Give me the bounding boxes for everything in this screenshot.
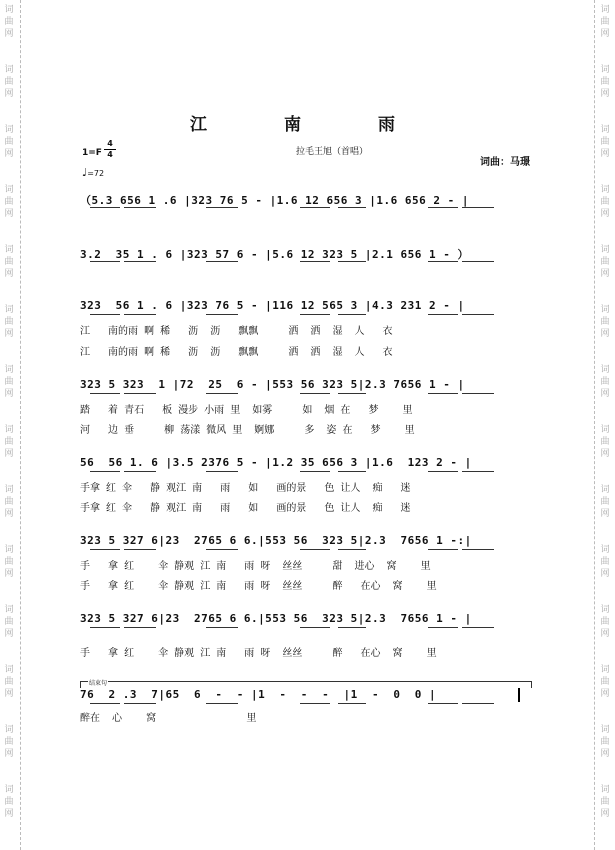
beam-line xyxy=(338,393,366,394)
watermark-char: 网 xyxy=(600,809,610,819)
beam-line xyxy=(462,703,494,704)
beam-line xyxy=(90,314,120,315)
ending-bracket xyxy=(80,681,532,688)
watermark-group xyxy=(2,184,16,220)
watermark-char: 词 xyxy=(600,425,610,435)
watermark-char: 曲 xyxy=(600,137,610,147)
watermark-char: 网 xyxy=(4,29,14,39)
watermark-char: 网 xyxy=(600,569,610,579)
score-line-4: 323 5 323 1 |72 25 6 - |553 56 323 5|2.3 7656 1 - | xyxy=(80,378,465,391)
watermark-char: 词 xyxy=(4,365,14,375)
watermark-char: 词 xyxy=(600,725,610,735)
watermark-char: 词 xyxy=(4,5,14,15)
beam-line xyxy=(90,549,120,550)
meter-numerator: 4 xyxy=(107,139,113,148)
watermark-char: 网 xyxy=(4,89,14,99)
lyric-line-6b: 手 拿 红 伞 静观 江 南 雨 呀 丝丝 醉 在心 窝 里 xyxy=(80,581,437,592)
beam-line xyxy=(206,549,238,550)
watermark-char: 词 xyxy=(4,545,14,555)
watermark-char: 曲 xyxy=(4,77,14,87)
watermark-char: 词 xyxy=(600,785,610,795)
beam-line xyxy=(338,314,366,315)
watermark-char: 网 xyxy=(600,749,610,759)
beam-line xyxy=(300,703,330,704)
watermark-group xyxy=(598,424,612,460)
watermark-char: 词 xyxy=(4,245,14,255)
beam-line xyxy=(462,549,494,550)
watermark-char: 曲 xyxy=(600,437,610,447)
score-line-2: 3.2 35 1 . 6 |323 57 6 - |5.6 12 323 5 |2.1 656 1 - ） xyxy=(80,248,469,261)
beam-line xyxy=(428,314,458,315)
watermark-char: 网 xyxy=(4,449,14,459)
watermark-char: 网 xyxy=(600,329,610,339)
beam-line xyxy=(300,261,330,262)
score-line-1: （5.3 656 1 .6 |323 76 5 - |1.6 12 656 3 |1.6 656 2 - | xyxy=(80,194,469,207)
beam-line xyxy=(300,207,330,208)
beam-line xyxy=(428,703,458,704)
beam-line xyxy=(124,207,156,208)
beam-line xyxy=(90,261,120,262)
beam-line xyxy=(428,207,458,208)
watermark-group xyxy=(2,604,16,640)
watermark-char: 词 xyxy=(600,605,610,615)
watermark-group xyxy=(2,784,16,820)
lyric-line-6a: 手 拿 红 伞 静观 江 南 雨 呀 丝丝 甜 进心 窝 里 xyxy=(80,561,431,572)
beam-line xyxy=(124,261,156,262)
watermark-char: 词 xyxy=(600,65,610,75)
watermark-char: 网 xyxy=(600,29,610,39)
lyric-line-7a: 手 拿 红 伞 静观 江 南 雨 呀 丝丝 醉 在心 窝 里 xyxy=(80,648,437,659)
watermark-char: 网 xyxy=(600,149,610,159)
watermark-char: 词 xyxy=(600,365,610,375)
watermark-char: 曲 xyxy=(4,257,14,267)
watermark-group xyxy=(2,724,16,760)
watermark-char: 词 xyxy=(4,125,14,135)
watermark-char: 网 xyxy=(4,209,14,219)
beam-line xyxy=(428,393,458,394)
beam-line xyxy=(300,393,330,394)
watermark-char: 词 xyxy=(4,185,14,195)
beam-line xyxy=(462,207,494,208)
watermark-group xyxy=(598,364,612,400)
watermark-group xyxy=(598,304,612,340)
watermark-char: 词 xyxy=(4,65,14,75)
watermark-group xyxy=(2,4,16,40)
beam-line xyxy=(428,471,458,472)
beam-line xyxy=(124,549,156,550)
beam-line xyxy=(206,207,238,208)
watermark-char: 曲 xyxy=(600,377,610,387)
watermark-group xyxy=(2,484,16,520)
beam-line xyxy=(300,471,330,472)
score-line-6: 323 5 327 6|23 2765 6 6.|553 56 323 5|2.3 7656 1 -:| xyxy=(80,534,472,547)
watermark-char: 曲 xyxy=(600,497,610,507)
beam-line xyxy=(300,627,330,628)
watermark-char: 网 xyxy=(4,149,14,159)
watermark-char: 词 xyxy=(600,305,610,315)
watermark-char: 词 xyxy=(600,665,610,675)
watermark-group xyxy=(598,64,612,100)
watermark-group xyxy=(598,664,612,700)
watermark-group xyxy=(2,544,16,580)
watermark-group xyxy=(2,364,16,400)
beam-line xyxy=(206,703,238,704)
beam-line xyxy=(462,627,494,628)
watermark-char: 曲 xyxy=(600,257,610,267)
watermark-group xyxy=(598,544,612,580)
watermark-char: 词 xyxy=(4,485,14,495)
final-barline xyxy=(518,688,520,702)
watermark-char: 词 xyxy=(4,305,14,315)
watermark-char: 曲 xyxy=(4,437,14,447)
watermark-char: 网 xyxy=(600,689,610,699)
beam-line xyxy=(206,314,238,315)
beam-line xyxy=(462,261,494,262)
beam-line xyxy=(124,471,156,472)
watermark-group xyxy=(2,424,16,460)
watermark-char: 网 xyxy=(4,329,14,339)
watermark-char: 曲 xyxy=(4,377,14,387)
beam-line xyxy=(206,471,238,472)
beam-line xyxy=(90,393,120,394)
score-line-3: 323 56 1 . 6 |323 76 5 - |116 12 565 3 |4.3 231 2 - | xyxy=(80,299,465,312)
beam-line xyxy=(338,207,366,208)
watermark-group xyxy=(2,664,16,700)
watermark-char: 网 xyxy=(4,269,14,279)
watermark-char: 曲 xyxy=(4,137,14,147)
watermark-char: 词 xyxy=(4,425,14,435)
watermark-char: 曲 xyxy=(4,557,14,567)
beam-line xyxy=(124,393,156,394)
beam-line xyxy=(124,627,156,628)
lyric-line-3b: 江 南的雨 啊 稀 沥 沥 飘飘 洒 洒 湿 人 衣 xyxy=(80,347,393,358)
watermark-char: 词 xyxy=(600,5,610,15)
watermark-char: 词 xyxy=(600,545,610,555)
beam-line xyxy=(90,627,120,628)
watermark-char: 曲 xyxy=(4,797,14,807)
watermark-group xyxy=(598,244,612,280)
tempo-value: =72 xyxy=(87,169,105,178)
lyric-line-3a: 江 南的雨 啊 稀 沥 沥 飘飘 洒 洒 湿 人 衣 xyxy=(80,326,393,337)
beam-line xyxy=(462,314,494,315)
beam-line xyxy=(124,703,156,704)
watermark-group xyxy=(598,4,612,40)
watermark-char: 网 xyxy=(4,509,14,519)
score-line-7: 323 5 327 6|23 2765 6 6.|553 56 323 5|2.3 7656 1 - | xyxy=(80,612,472,625)
beam-line xyxy=(462,393,494,394)
watermark-group xyxy=(2,64,16,100)
lyric-line-5b: 手拿 红 伞 静 观江 南 雨 如 画的景 色 让人 痴 迷 xyxy=(80,503,411,514)
watermark-char: 曲 xyxy=(600,197,610,207)
watermark-char: 曲 xyxy=(4,677,14,687)
score-line-5: 56 56 1. 6 |3.5 2376 5 - |1.2 35 656 3 |1.6 123 2 - | xyxy=(80,456,472,469)
watermark-char: 网 xyxy=(4,689,14,699)
watermark-char: 曲 xyxy=(600,317,610,327)
beam-line xyxy=(90,703,120,704)
lyric-line-4b: 河 边 垂 柳 荡漾 微风 里 婀娜 多 姿 在 梦 里 xyxy=(80,425,415,436)
watermark-char: 曲 xyxy=(600,617,610,627)
watermark-char: 词 xyxy=(600,245,610,255)
beam-line xyxy=(90,471,120,472)
beam-line xyxy=(428,549,458,550)
beam-line xyxy=(338,471,366,472)
watermark-char: 曲 xyxy=(600,737,610,747)
watermark-char: 曲 xyxy=(600,17,610,27)
lyric-line-5a: 手拿 红 伞 静 观江 南 雨 如 画的景 色 让人 痴 迷 xyxy=(80,483,411,494)
meter-denominator: 4 xyxy=(107,150,113,159)
beam-line xyxy=(428,627,458,628)
beam-line xyxy=(300,549,330,550)
beam-line xyxy=(338,261,366,262)
watermark-char: 网 xyxy=(600,389,610,399)
watermark-char: 词 xyxy=(4,785,14,795)
beam-line xyxy=(90,207,120,208)
watermark-char: 网 xyxy=(4,629,14,639)
watermark-group xyxy=(598,604,612,640)
watermark-group xyxy=(598,184,612,220)
performer-credit: 拉毛王旭（首唱） xyxy=(296,147,369,157)
watermark-char: 曲 xyxy=(4,497,14,507)
watermark-char: 网 xyxy=(4,389,14,399)
watermark-group xyxy=(598,724,612,760)
beam-line xyxy=(428,261,458,262)
watermark-char: 词 xyxy=(4,665,14,675)
lyric-line-8a: 醉在 心 窝 里 xyxy=(80,713,257,724)
watermark-group xyxy=(598,484,612,520)
tempo-marking xyxy=(82,166,104,179)
watermark-char: 网 xyxy=(4,749,14,759)
song-title: 江 南 雨 xyxy=(190,115,425,135)
quarter-note-icon: ♩ xyxy=(82,166,88,179)
beam-line xyxy=(206,261,238,262)
watermark-char: 曲 xyxy=(600,677,610,687)
watermark-char: 曲 xyxy=(4,737,14,747)
watermark-char: 网 xyxy=(600,449,610,459)
watermark-group xyxy=(598,784,612,820)
time-signature xyxy=(104,140,116,159)
beam-line xyxy=(206,393,238,394)
watermark-group xyxy=(2,304,16,340)
beam-line xyxy=(338,627,366,628)
watermark-char: 曲 xyxy=(600,797,610,807)
watermark-char: 网 xyxy=(4,809,14,819)
watermark-char: 网 xyxy=(600,629,610,639)
watermark-char: 词 xyxy=(4,605,14,615)
watermark-char: 网 xyxy=(600,209,610,219)
watermark-char: 曲 xyxy=(4,617,14,627)
watermark-char: 网 xyxy=(4,569,14,579)
beam-line xyxy=(338,549,366,550)
score-line-8: 76 2 .3 7|65 6 - - |1 - - - |1 - 0 0 | xyxy=(80,688,437,701)
lyric-line-4a: 踏 着 青石 板 漫步 小雨 里 如雾 如 烟 在 梦 里 xyxy=(80,405,413,416)
watermark-char: 曲 xyxy=(600,77,610,87)
watermark-char: 曲 xyxy=(4,197,14,207)
watermark-char: 词 xyxy=(600,485,610,495)
beam-line xyxy=(206,627,238,628)
watermark-char: 网 xyxy=(600,509,610,519)
watermark-char: 词 xyxy=(4,725,14,735)
watermark-char: 曲 xyxy=(4,317,14,327)
ending-label: 结束句 xyxy=(89,680,108,687)
watermark-char: 词 xyxy=(600,125,610,135)
watermark-char: 曲 xyxy=(600,557,610,567)
composer-credit: 词曲：马璟 xyxy=(480,157,530,168)
watermark-group xyxy=(2,244,16,280)
watermark-char: 曲 xyxy=(4,17,14,27)
beam-line xyxy=(462,471,494,472)
watermark-char: 网 xyxy=(600,89,610,99)
beam-line xyxy=(300,314,330,315)
beam-line xyxy=(338,703,366,704)
key-signature: 1=F xyxy=(82,148,102,158)
watermark-char: 词 xyxy=(600,185,610,195)
watermark-char: 网 xyxy=(600,269,610,279)
beam-line xyxy=(124,314,156,315)
